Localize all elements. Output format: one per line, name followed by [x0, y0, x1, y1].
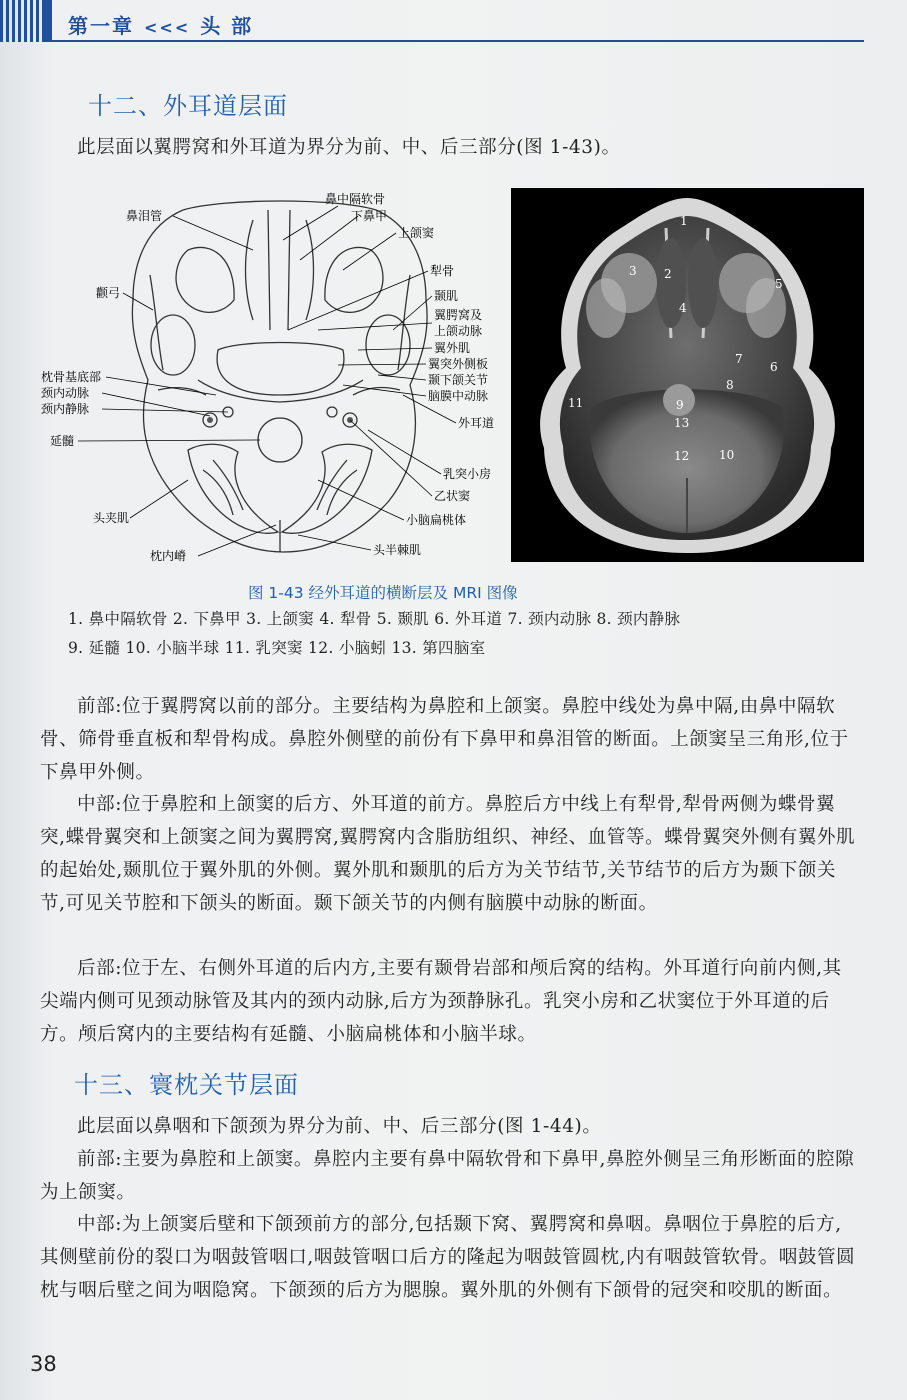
diagram-label: 枕内嵴	[150, 549, 187, 563]
diagram-label: 鼻中隔软骨	[325, 192, 386, 206]
mri-number: 3	[629, 264, 637, 278]
figure-caption: 图 1-43 经外耳道的横断层及 MRI 图像	[248, 584, 518, 602]
diagram-label: 脑膜中动脉	[428, 389, 489, 403]
page-number: 38	[30, 1352, 57, 1376]
figure-legend-line-2: 9. 延髓 10. 小脑半球 11. 乳突窦 12. 小脑蚓 13. 第四脑室	[68, 639, 486, 657]
mri-number: 9	[676, 398, 684, 412]
diagram-label: 小脑扁桃体	[406, 513, 467, 527]
header-block	[42, 0, 52, 42]
mri-number: 8	[726, 378, 734, 392]
diagram-label: 延髓	[50, 434, 75, 448]
diagram-label: 翼腭窝及	[434, 308, 483, 322]
chapter-label: 第一章	[68, 14, 134, 38]
section-13-title: 十三、寰枕关节层面	[74, 1071, 299, 1099]
diagram-label: 上颌动脉	[434, 324, 483, 338]
section-13-middle: 中部:为上颌窦后壁和下颌颈前方的部分,包括颞下窝、翼腭窝和鼻咽。鼻咽位于鼻腔的后方,其侧壁前份的裂口为咽鼓管咽口,咽鼓管咽口后方的隆起为咽鼓管圆枕,内有咽鼓管软骨。咽鼓管圆枕与咽后壁之间为咽隐窝。下颌颈的后方为腮腺。翼外肌的外侧有下颌骨的冠突和咬肌的断面。	[40, 1214, 856, 1301]
diagram-label: 外耳道	[458, 416, 495, 430]
diagram-label: 翼突外侧板	[428, 357, 489, 371]
section-12-title: 十二、外耳道层面	[88, 92, 288, 120]
diagram-label: 犁骨	[430, 264, 455, 278]
section-12-middle: 中部:位于鼻腔和上颌窦的后方、外耳道的前方。鼻腔后方中线上有犁骨,犁骨两侧为蝶骨翼突,蝶骨翼突和上颌窦之间为翼腭窝,翼腭窝内含脂肪组织、神经、血管等。蝶骨翼突外侧有翼外肌的起始处,颞肌位于翼外肌的外侧。翼外肌和颞肌的后方为关节结节,关节结节的后方为颞下颌关节,可见关节腔和下颌头的断面。颞下颌关节的内侧有脑膜中动脉的断面。	[40, 794, 856, 914]
diagram-label: 颧弓	[96, 286, 121, 300]
diagram-label: 乳突小房	[443, 467, 492, 481]
section-13-intro: 此层面以鼻咽和下颌颈为界分为前、中、后三部分(图 1-44)。	[77, 1116, 602, 1137]
section-label: 头 部	[200, 14, 254, 38]
running-header	[68, 10, 253, 39]
section-13-front: 前部:主要为鼻腔和上颌窦。鼻腔内主要有鼻中隔软骨和下鼻甲,鼻腔外侧呈三角形断面的腔隙为上颌窦。	[40, 1149, 855, 1203]
diagram-label: 头半棘肌	[373, 543, 422, 557]
diagram-label: 上颌窦	[398, 226, 435, 240]
anatomy-diagram	[38, 180, 508, 580]
figure-legend-line-1: 1. 鼻中隔软骨 2. 下鼻甲 3. 上颌窦 4. 犁骨 5. 颞肌 6. 外耳道 7. 颈内动脉 8. 颈内静脉	[68, 610, 681, 628]
diagram-label: 颞下颌关节	[428, 373, 489, 387]
diagram-label: 翼外肌	[434, 341, 471, 355]
diagram-label: 鼻泪管	[126, 209, 163, 223]
header-rule	[52, 40, 864, 42]
diagram-label: 乙状窦	[434, 489, 471, 503]
diagram-label: 下鼻甲	[351, 209, 388, 223]
diagram-label: 颈内动脉	[41, 386, 90, 400]
mri-number: 5	[775, 277, 783, 291]
mri-number: 6	[770, 360, 778, 374]
header-stripes	[0, 0, 48, 42]
diagram-label: 颈内静脉	[41, 402, 90, 416]
section-12-front: 前部:位于翼腭窝以前的部分。主要结构为鼻腔和上颌窦。鼻腔中线处为鼻中隔,由鼻中隔软骨、筛骨垂直板和犁骨构成。鼻腔外侧壁的前份有下鼻甲和鼻泪管的断面。上颌窦呈三角形,位于下鼻甲外侧。	[40, 696, 849, 783]
mri-image	[511, 188, 864, 562]
diagram-label: 颞肌	[434, 289, 459, 303]
mri-number: 11	[568, 396, 584, 410]
mri-number: 7	[735, 352, 743, 366]
section-12-intro: 此层面以翼腭窝和外耳道为界分为前、中、后三部分(图 1-43)。	[77, 137, 621, 158]
mri-number: 13	[674, 416, 690, 430]
diagram-label: 头夹肌	[93, 511, 130, 525]
diagram-label: 枕骨基底部	[41, 370, 102, 384]
mri-number: 2	[664, 267, 672, 281]
diagram-labels	[41, 191, 494, 563]
section-12-back: 后部:位于左、右侧外耳道的后内方,主要有颞骨岩部和颅后窝的结构。外耳道行向前内侧,其尖端内侧可见颈动脉管及其内的颈内动脉,后方为颈静脉孔。乳突小房和乙状窦位于外耳道的后方。颅后窝内的主要结构有延髓、小脑扁桃体和小脑半球。	[40, 958, 842, 1045]
mri-number: 12	[674, 449, 690, 463]
mri-number: 1	[680, 214, 688, 228]
header-arrows: <<<	[144, 18, 191, 37]
mri-number: 4	[679, 301, 687, 315]
mri-number: 10	[719, 448, 735, 462]
